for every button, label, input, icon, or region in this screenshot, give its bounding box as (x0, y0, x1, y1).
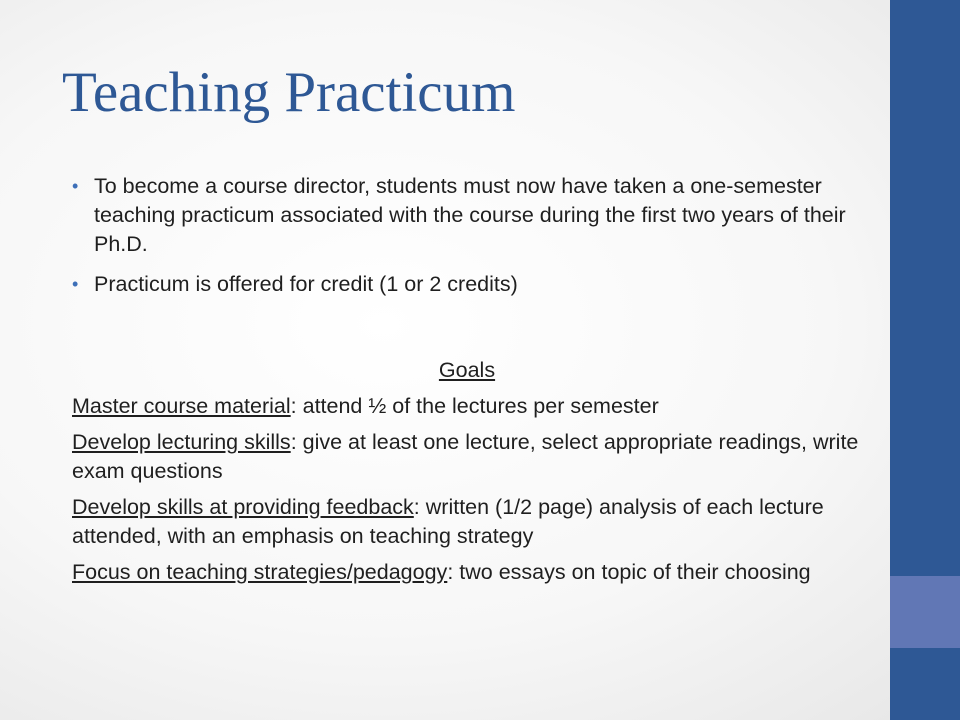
bullet-dot-icon: • (72, 274, 79, 294)
goal-label: Focus on teaching strategies/pedagogy (72, 560, 448, 584)
goal-separator: : (413, 495, 420, 519)
goal-separator: : (447, 560, 454, 584)
side-bar-accent-block (890, 576, 960, 648)
bullet-item (72, 172, 862, 259)
goals-section (72, 356, 862, 594)
goals-heading: Goals (438, 358, 496, 382)
bullet-dot-icon: • (72, 176, 79, 196)
goal-item (72, 558, 862, 587)
goal-label: Master course material (72, 394, 291, 418)
bullet-text: Practicum is offered for credit (1 or 2 credits) (94, 272, 518, 296)
goal-label: Develop lecturing skills (72, 430, 291, 454)
goal-description: give at least one lecture, select appropriate readings, write exam questions (72, 430, 859, 483)
goal-description: written (1/2 page) analysis of each lecture attended, with an emphasis on teaching strategy (72, 495, 824, 548)
goal-item (72, 428, 862, 486)
bullet-text: To become a course director, students must now have taken a one-semester teaching practicum associated with the course during the first two years of their Ph.D. (94, 174, 846, 256)
goal-label: Develop skills at providing feedback (72, 495, 414, 519)
goal-item (72, 493, 862, 551)
goal-separator: : (290, 430, 297, 454)
goal-item (72, 392, 862, 421)
slide-title: Teaching Practicum (62, 61, 516, 124)
goal-separator: : (290, 394, 297, 418)
goal-description: attend ½ of the lectures per semester (296, 394, 659, 418)
goal-description: two essays on topic of their choosing (453, 560, 811, 584)
bullet-item (72, 270, 862, 299)
bullet-list (72, 172, 862, 310)
